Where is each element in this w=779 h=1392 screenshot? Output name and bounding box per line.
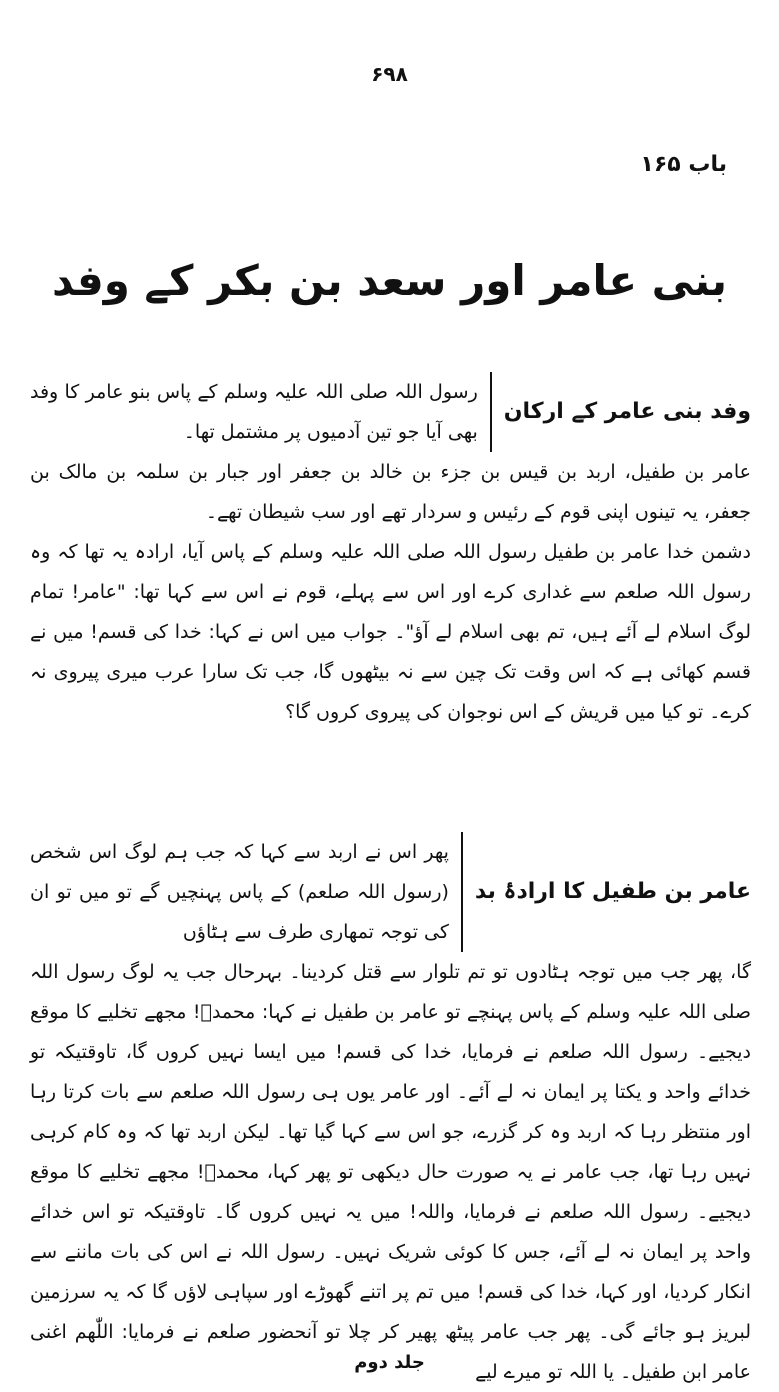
page-title: بنی عامر اور سعد بن بکر کے وفد — [51, 256, 728, 305]
footer-volume: جلد دوم — [354, 1352, 425, 1373]
paragraph: دشمن خدا عامر بن طفیل رسول اللہ صلی اللہ علیہ وسلم کے پاس آیا، ارادہ یہ تھا کہ وہ رسول اللہ صلعم سے غداری کرے اور اس سے پہلے، قوم نے اس سے کہا تھا: "عامر! تمام لوگ اسلام لے آئے ہیں، تم بھی اسلام لے آؤ"۔ جواب میں اس نے کہا: خدا کی قسم! میں نے قسم کھائی ہے کہ اس وقت تک چین سے نہ بیٹھوں گا، جب تک سارا عرب میری پیروی نہ کرے۔ تو کیا میں قریش کے اس نوجوان کی پیروی کروں گا؟ — [30, 541, 751, 723]
side-heading: وفد بنی عامر کے ارکان — [490, 372, 751, 452]
side-text: رسول اللہ صلی اللہ علیہ وسلم کے پاس بنو عامر کا وفد بھی آیا جو تین آدمیوں پر مشتمل تھا۔ — [30, 381, 478, 443]
paragraph: عامر بن طفیل، اربد بن قیس بن جزء بن خالد بن جعفر اور جبار بن سلمہ بن مالک بن جعفر، یہ تینوں اپنی قوم کے رئیس و سردار تھے اور سب شیطان تھے۔ — [30, 461, 751, 523]
body-text-2 — [30, 832, 751, 1392]
page-number: ۶۹۸ — [371, 62, 408, 86]
paragraph: گا، پھر جب میں توجہ ہٹادوں تو تم تلوار سے قتل کردینا۔ بہرحال جب یہ لوگ رسول اللہ صلی اللہ علیہ وسلم کے پاس پہنچے تو عامر بن طفیل نے کہا: محمدؐ! مجھے تخلیے کا موقع دیجیے۔ رسول اللہ صلعم نے فرمایا، خدا کی قسم! میں ایسا نہیں کروں گا، تاوقتیکہ تو خدائے واحد و یکتا پر ایمان نہ لے آئے۔ اور عامر یوں ہی رسول اللہ صلعم سے بات کرتا رہا اور منتظر رہا کہ اربد وہ کر گزرے، جو اس سے کہا گیا تھا۔ لیکن اربد تھا کہ وہ کام کرہی نہیں رہا تھا، جب عامر نے یہ صورت حال دیکھی تو پھر کہا، محمدؐ! مجھے تخلیے کا موقع دیجیے۔ رسول اللہ صلعم نے فرمایا، واللہ! میں یہ نہیں کروں گا۔ تاوقتیکہ تو اس خدائے واحد پر ایمان نہ لے آئے، جس کا کوئی شریک نہیں۔ رسول اللہ نے اس کی بات ماننے سے انکار کردیا، اور کہا، خدا کی قسم! میں تم پر اتنے گھوڑے اور سپاہی لاؤں گا کہ یہ سرزمین لبریز ہو جائے گی۔ پھر جب عامر پیٹھ پھیر کر چلا تو آنحضور صلعم نے فرمایا: اللّٰھم اغنی عامر ابن طفیل۔ یا اللہ تو میرے لیے — [30, 961, 751, 1383]
section-intent — [30, 832, 751, 952]
chapter-label: باب ۱۶۵ — [640, 152, 727, 177]
side-heading: عامر بن طفیل کا ارادۂ بد — [461, 832, 751, 952]
body-text — [30, 372, 751, 732]
section-members — [30, 372, 751, 452]
side-text: پھر اس نے اربد سے کہا کہ جب ہم لوگ اس شخص (رسول اللہ صلعم) کے پاس پہنچیں گے تو میں تو ان کی توجہ تمھاری طرف سے ہٹاؤں — [30, 841, 449, 943]
